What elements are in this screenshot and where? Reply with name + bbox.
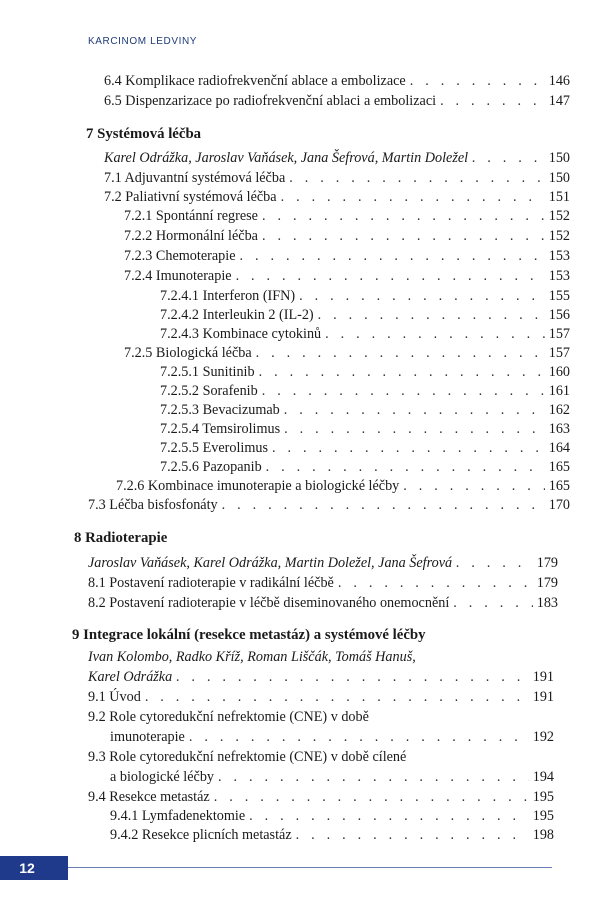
- toc-entry-page: 150: [548, 170, 570, 186]
- toc-entry-page: 191: [532, 669, 554, 685]
- toc-entry-label: 9.4.1 Lymfadenektomie: [110, 808, 246, 824]
- toc-entry-page: 156: [548, 307, 570, 323]
- toc-entry-label: Karel Odrážka: [88, 669, 173, 685]
- toc-entry-label: 8.2 Postavení radioterapie v léčbě diseminovaného onemocnění: [88, 595, 450, 611]
- toc-entry-page: 152: [548, 208, 570, 224]
- toc-entry-page: 170: [548, 497, 570, 513]
- toc-entry: [104, 93, 570, 109]
- toc-entry-page: 150: [548, 150, 570, 166]
- toc-entry-label: 7.2.3 Chemoterapie: [124, 248, 236, 264]
- toc-entry-page: 153: [548, 248, 570, 264]
- chapter-title: 8 Radioterapie: [74, 530, 168, 546]
- toc-entry: [110, 769, 554, 785]
- toc-entry: [124, 345, 570, 361]
- toc-entry-page: 164: [548, 440, 570, 456]
- toc-entry-label: 7.1 Adjuvantní systémová léčba: [104, 170, 286, 186]
- toc-entry: [88, 709, 554, 725]
- toc-entry-page: 155: [548, 288, 570, 304]
- toc-entry-label: 7.2.5.2 Sorafenib: [160, 383, 258, 399]
- toc-entry-page: 165: [548, 478, 570, 494]
- toc-entry: [116, 478, 570, 494]
- toc-entry: [160, 326, 570, 342]
- toc-entry-label: 9.4 Resekce metastáz: [88, 789, 210, 805]
- toc-entry-label: 6.5 Dispenzarizace po radiofrekvenční ablaci a embolizaci: [104, 93, 437, 109]
- toc-entry-page: 191: [532, 689, 554, 705]
- toc-entry-label: 7.2.4 Imunoterapie: [124, 268, 232, 284]
- toc-entry-label: 7.2.4.1 Interferon (IFN): [160, 288, 296, 304]
- toc-entry-page: 163: [548, 421, 570, 437]
- toc-entry-label: Karel Odrážka, Jaroslav Vaňásek, Jana Šefrová, Martin Doležel: [104, 150, 469, 166]
- toc-entry: [124, 268, 570, 284]
- toc-entry-label: 7.2.1 Spontánní regrese: [124, 208, 258, 224]
- toc-entry-page: 161: [548, 383, 570, 399]
- toc-authors: [104, 150, 570, 166]
- toc-entry: [88, 749, 554, 765]
- toc-entry-page: 153: [548, 268, 570, 284]
- toc-entry-page: 165: [548, 459, 570, 475]
- toc-entry: [124, 208, 570, 224]
- toc-entry: [160, 288, 570, 304]
- toc-entry-page: 198: [532, 827, 554, 843]
- toc-entry: [88, 575, 558, 591]
- page-number: 12: [19, 860, 35, 876]
- toc-entry: [88, 595, 558, 611]
- toc-entry: [88, 689, 554, 705]
- toc-entry-label: Jaroslav Vaňásek, Karel Odrážka, Martin Doležel, Jana Šefrová: [88, 555, 453, 571]
- toc-entry-label: 7.2.2 Hormonální léčba: [124, 228, 258, 244]
- toc-entry-label: 9.3 Role cytoredukční nefrektomie (CNE) v době cílené: [88, 749, 407, 765]
- toc-entry-label: 7.2.5.5 Everolimus: [160, 440, 268, 456]
- toc-entry-label: 6.4 Komplikace radiofrekvenční ablace a embolizace: [104, 73, 406, 89]
- toc-authors: Ivan Kolombo, Radko Kříž, Roman Liščák, Tomáš Hanuš,: [88, 649, 416, 665]
- toc-entry-label: 7.3 Léčba bisfosfonáty: [88, 497, 218, 513]
- footer-divider: [68, 867, 552, 868]
- toc-entry: [160, 364, 570, 380]
- toc-entry-label: 7.2.5.1 Sunitinib: [160, 364, 255, 380]
- toc-entry-page: 183: [536, 595, 558, 611]
- toc-authors: [88, 669, 554, 685]
- toc-entry-label: 7.2.4.3 Kombinace cytokinů: [160, 326, 322, 342]
- toc-entry: [160, 383, 570, 399]
- toc-entry-label: 7.2.5.4 Temsirolimus: [160, 421, 281, 437]
- toc-entry-page: 160: [548, 364, 570, 380]
- toc-entry: [160, 459, 570, 475]
- toc-entry: [160, 307, 570, 323]
- toc-entry-label: imunoterapie: [110, 729, 185, 745]
- toc-entry-label: 7.2.5.3 Bevacizumab: [160, 402, 280, 418]
- toc-entry: [160, 421, 570, 437]
- toc-entry-label: 7.2.4.2 Interleukin 2 (IL-2): [160, 307, 314, 323]
- toc-entry-page: 157: [548, 326, 570, 342]
- toc-entry-page: 152: [548, 228, 570, 244]
- toc-entry-label: 7.2.5 Biologická léčba: [124, 345, 252, 361]
- toc-entry-label: 7.2.6 Kombinace imunoterapie a biologické léčby: [116, 478, 400, 494]
- toc-entry: [110, 827, 554, 843]
- toc-entry: [124, 248, 570, 264]
- toc-entry-label: 7.2.5.6 Pazopanib: [160, 459, 262, 475]
- toc-entry: [104, 73, 570, 89]
- toc-entry-label: a biologické léčby: [110, 769, 215, 785]
- toc-entry: [124, 228, 570, 244]
- toc-entry-label: 9.2 Role cytoredukční nefrektomie (CNE) v době: [88, 709, 369, 725]
- toc-entry-label: 9.4.2 Resekce plicních metastáz: [110, 827, 292, 843]
- toc-authors: [88, 555, 558, 571]
- toc-entry: [104, 170, 570, 186]
- toc-entry-page: 192: [532, 729, 554, 745]
- toc-entry-page: 179: [536, 575, 558, 591]
- toc-entry-label: 9.1 Úvod: [88, 689, 141, 705]
- toc-entry-label: 8.1 Postavení radioterapie v radikální léčbě: [88, 575, 334, 591]
- chapter-title: 9 Integrace lokální (resekce metastáz) a systémové léčby: [72, 627, 426, 643]
- toc-entry: [88, 497, 570, 513]
- toc-entry-page: 147: [548, 93, 570, 109]
- toc-entry: [104, 189, 570, 205]
- toc-entry: [110, 808, 554, 824]
- running-header: KARCINOM LEDVINY: [88, 36, 198, 47]
- toc-entry-page: 146: [548, 73, 570, 89]
- toc-entry-page: 179: [536, 555, 558, 571]
- toc-entry: [110, 729, 554, 745]
- toc-entry-page: 162: [548, 402, 570, 418]
- toc-entry: [160, 402, 570, 418]
- toc-entry-label: 7.2 Paliativní systémová léčba: [104, 189, 277, 205]
- toc-entry-page: 151: [548, 189, 570, 205]
- chapter-title: 7 Systémová léčba: [86, 126, 202, 142]
- toc-entry-page: 157: [548, 345, 570, 361]
- toc-entry-page: 195: [532, 808, 554, 824]
- toc-entry: [88, 789, 554, 805]
- toc-entry: [160, 440, 570, 456]
- toc-entry-page: 194: [532, 769, 554, 785]
- toc-entry-page: 195: [532, 789, 554, 805]
